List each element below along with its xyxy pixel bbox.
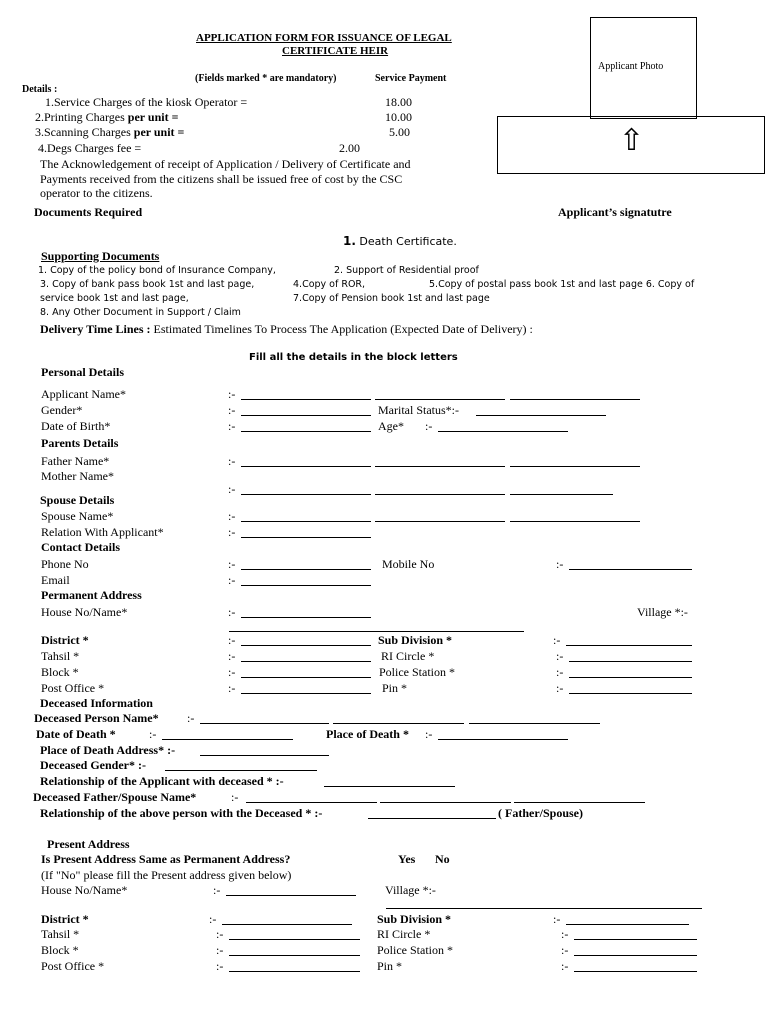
- present-post-office-label: Post Office *: [41, 959, 105, 973]
- separator: :-: [213, 883, 221, 897]
- mobile-field[interactable]: [569, 569, 692, 570]
- deceased-name-label: Deceased Person Name*: [34, 711, 159, 725]
- village-field[interactable]: [229, 631, 524, 632]
- mother-name-label: Mother Name*: [41, 469, 114, 483]
- separator: :-: [228, 649, 236, 663]
- block-field[interactable]: [241, 677, 371, 678]
- tahsil-label: Tahsil *: [41, 649, 80, 663]
- spouse-last-name-field[interactable]: [510, 521, 640, 522]
- separator: :-: [228, 387, 236, 401]
- present-village-field[interactable]: [386, 908, 702, 909]
- same-as-permanent-question: Is Present Address Same as Permanent Address?: [41, 852, 291, 866]
- parents-details-heading: Parents Details: [41, 436, 119, 450]
- present-house-label: House No/Name*: [41, 883, 128, 897]
- separator: :-: [228, 419, 236, 433]
- separator: :-: [228, 605, 236, 619]
- separator: :-: [216, 927, 224, 941]
- present-subdivision-label: Sub Division *: [377, 912, 452, 926]
- father-first-name-field[interactable]: [241, 466, 371, 467]
- separator: :-: [228, 482, 236, 496]
- details-label: Details :: [22, 84, 58, 95]
- separator: :-: [228, 633, 236, 647]
- separator: :-: [216, 959, 224, 973]
- supporting-documents-heading: Supporting Documents: [41, 249, 160, 263]
- present-house-field[interactable]: [226, 895, 356, 896]
- present-subdivision-field[interactable]: [566, 924, 689, 925]
- father-last-name-field[interactable]: [510, 466, 640, 467]
- no-option[interactable]: No: [435, 852, 450, 866]
- spouse-first-name-field[interactable]: [241, 521, 371, 522]
- deceased-middle-name-field[interactable]: [333, 723, 464, 724]
- contact-details-heading: Contact Details: [41, 540, 120, 554]
- present-post-office-field[interactable]: [229, 971, 360, 972]
- fill-block-letters-note: Fill all the details in the block letters: [249, 352, 458, 363]
- father-name-label: Father Name*: [41, 454, 110, 468]
- post-office-field[interactable]: [241, 693, 371, 694]
- separator: :-: [228, 557, 236, 571]
- form-title-line2: CERTIFICATE HEIR: [282, 45, 389, 57]
- place-of-death-address-label: Place of Death Address* :-: [40, 743, 176, 757]
- separator: :-: [425, 727, 433, 741]
- mandatory-note: (Fields marked * are mandatory): [195, 73, 337, 84]
- supporting-doc-2: 2. Support of Residential proof: [334, 265, 479, 276]
- present-tahsil-label: Tahsil *: [41, 927, 80, 941]
- age-label: Age*: [378, 419, 404, 433]
- yes-option[interactable]: Yes: [398, 852, 416, 866]
- supporting-doc-5-6: 5.Copy of postal pass book 1st and last page 6. Copy of: [429, 279, 695, 290]
- present-district-field[interactable]: [222, 924, 352, 925]
- pin-label: Pin *: [382, 681, 408, 695]
- tahsil-field[interactable]: [241, 661, 371, 662]
- form-title-line1: APPLICATION FORM FOR ISSUANCE OF LEGAL: [196, 32, 452, 44]
- father-middle-name-field[interactable]: [375, 466, 505, 467]
- place-of-death-label: Place of Death *: [326, 727, 409, 741]
- doc-death-certificate: 1. Death Certificate.: [343, 234, 457, 248]
- relationship-above-field[interactable]: [368, 818, 496, 819]
- deceased-first-name-field[interactable]: [200, 723, 329, 724]
- relationship-applicant-label: Relationship of the Applicant with deceased * :-: [40, 774, 284, 788]
- separator: :-: [561, 927, 569, 941]
- email-label: Email: [41, 573, 70, 587]
- separator: :-: [228, 403, 236, 417]
- spouse-details-heading: Spouse Details: [40, 493, 115, 507]
- phone-label: Phone No: [41, 557, 89, 571]
- supporting-doc-7: 7.Copy of Pension book 1st and last page: [293, 293, 490, 304]
- ack-line1: The Acknowledgement of receipt of Application / Delivery of Certificate and: [40, 157, 411, 171]
- separator: :-: [556, 681, 564, 695]
- ri-circle-label: RI Circle *: [381, 649, 435, 663]
- permanent-address-heading: Permanent Address: [41, 588, 142, 602]
- deceased-information-heading: Deceased Information: [40, 696, 153, 710]
- applicant-middle-name-field[interactable]: [375, 399, 505, 400]
- charge-degs: 4.Degs Charges fee =: [38, 141, 142, 155]
- deceased-father-spouse-label: Deceased Father/Spouse Name*: [33, 790, 197, 804]
- relation-label: Relation With Applicant*: [41, 525, 164, 539]
- supporting-doc-6-cont: service book 1st and last page,: [40, 293, 189, 304]
- supporting-doc-3: 3. Copy of bank pass book 1st and last page,: [40, 279, 255, 290]
- separator: :-: [228, 525, 236, 539]
- block-label: Block *: [41, 665, 79, 679]
- documents-required-heading: Documents Required: [34, 205, 143, 219]
- subdivision-label: Sub Division *: [378, 633, 453, 647]
- place-of-death-field[interactable]: [438, 739, 568, 740]
- present-district-label: District *: [41, 912, 89, 926]
- pin-field[interactable]: [569, 693, 692, 694]
- date-of-death-label: Date of Death *: [36, 727, 116, 741]
- applicant-name-label: Applicant Name*: [41, 387, 126, 401]
- separator: :-: [149, 727, 157, 741]
- place-of-death-address-field[interactable]: [200, 755, 329, 756]
- personal-details-heading: Personal Details: [41, 365, 124, 379]
- charge-scanning-value: 5.00: [389, 125, 410, 139]
- marital-status-label: Marital Status*:-: [378, 403, 459, 417]
- relationship-applicant-field[interactable]: [324, 786, 455, 787]
- supporting-doc-4: 4.Copy of ROR,: [293, 279, 366, 290]
- charge-scanning: 3.Scanning Charges per unit =: [35, 125, 185, 139]
- district-field[interactable]: [241, 645, 371, 646]
- mother-last-name-field[interactable]: [510, 494, 613, 495]
- applicant-signature-label: Applicant’s signatutre: [558, 205, 672, 219]
- separator: :-: [556, 557, 564, 571]
- applicant-last-name-field[interactable]: [510, 399, 640, 400]
- subdivision-field[interactable]: [566, 645, 692, 646]
- charge-service-value: 18.00: [385, 95, 412, 109]
- deceased-last-name-field[interactable]: [469, 723, 600, 724]
- village-label: Village *:-: [637, 605, 688, 619]
- supporting-doc-8: 8. Any Other Document in Support / Claim: [40, 307, 241, 318]
- relation-field[interactable]: [241, 537, 371, 538]
- relationship-above-label: Relationship of the above person with the Deceased * :-: [40, 806, 323, 820]
- house-label: House No/Name*: [41, 605, 128, 619]
- dob-label: Date of Birth*: [41, 419, 111, 433]
- deceased-gender-label: Deceased Gender* :-: [40, 758, 146, 772]
- charge-printing-value: 10.00: [385, 110, 412, 124]
- present-pin-label: Pin *: [377, 959, 403, 973]
- separator: :-: [228, 573, 236, 587]
- present-pin-field[interactable]: [574, 971, 697, 972]
- present-ri-circle-field[interactable]: [574, 939, 697, 940]
- if-no-note: (If "No" please fill the Present address given below): [41, 868, 292, 882]
- separator: :-: [216, 943, 224, 957]
- ri-circle-field[interactable]: [569, 661, 692, 662]
- district-label: District *: [41, 633, 89, 647]
- upload-arrow-icon: ⇧: [619, 123, 645, 158]
- deceased-gender-field[interactable]: [165, 770, 317, 771]
- separator: :-: [187, 711, 195, 725]
- separator: :-: [553, 912, 561, 926]
- present-police-station-label: Police Station *: [377, 943, 453, 957]
- mobile-label: Mobile No: [382, 557, 435, 571]
- email-field[interactable]: [241, 585, 371, 586]
- post-office-label: Post Office *: [41, 681, 105, 695]
- charge-service: 1.Service Charges of the kiosk Operator =: [45, 95, 248, 109]
- present-block-field[interactable]: [229, 955, 360, 956]
- present-address-heading: Present Address: [47, 837, 130, 851]
- supporting-doc-1: 1. Copy of the policy bond of Insurance Company,: [38, 265, 276, 276]
- applicant-photo-label: Applicant Photo: [598, 61, 664, 72]
- police-station-field[interactable]: [569, 677, 692, 678]
- separator: :-: [231, 790, 239, 804]
- ack-line3: operator to the citizens.: [40, 186, 153, 200]
- separator: :-: [228, 665, 236, 679]
- separator: :-: [228, 681, 236, 695]
- marital-status-field[interactable]: [476, 415, 606, 416]
- separator: :-: [209, 912, 217, 926]
- separator: :-: [228, 454, 236, 468]
- present-block-label: Block *: [41, 943, 79, 957]
- separator: :-: [425, 419, 433, 433]
- applicant-first-name-field[interactable]: [241, 399, 371, 400]
- spouse-middle-name-field[interactable]: [375, 521, 505, 522]
- present-ri-circle-label: RI Circle *: [377, 927, 431, 941]
- charge-degs-value: 2.00: [339, 141, 360, 155]
- age-field[interactable]: [438, 431, 568, 432]
- separator: :-: [561, 943, 569, 957]
- separator: :-: [556, 665, 564, 679]
- gender-label: Gender*: [41, 403, 83, 417]
- separator: :-: [228, 509, 236, 523]
- separator: :-: [553, 633, 561, 647]
- separator: :-: [561, 959, 569, 973]
- date-of-death-field[interactable]: [162, 739, 293, 740]
- service-payment-header: Service Payment: [375, 73, 447, 84]
- dob-field[interactable]: [241, 431, 371, 432]
- delivery-timelines: Delivery Time Lines : Estimated Timelines To Process The Application (Expected Date of Delivery) :: [40, 322, 533, 336]
- present-tahsil-field[interactable]: [229, 939, 360, 940]
- deceased-father-middle-name-field[interactable]: [380, 802, 511, 803]
- deceased-father-last-name-field[interactable]: [514, 802, 645, 803]
- separator: :-: [556, 649, 564, 663]
- gender-field[interactable]: [241, 415, 371, 416]
- house-field[interactable]: [241, 617, 371, 618]
- mother-middle-name-field[interactable]: [375, 494, 505, 495]
- charge-printing: 2.Printing Charges per unit =: [35, 110, 179, 124]
- phone-field[interactable]: [241, 569, 371, 570]
- police-station-label: Police Station *: [379, 665, 455, 679]
- present-village-label: Village *:-: [385, 883, 436, 897]
- father-spouse-suffix: ( Father/Spouse): [498, 806, 583, 820]
- ack-line2: Payments received from the citizens shall be issued free of cost by the CSC: [40, 172, 403, 186]
- mother-first-name-field[interactable]: [241, 494, 371, 495]
- spouse-name-label: Spouse Name*: [41, 509, 114, 523]
- deceased-father-first-name-field[interactable]: [246, 802, 377, 803]
- present-police-station-field[interactable]: [574, 955, 697, 956]
